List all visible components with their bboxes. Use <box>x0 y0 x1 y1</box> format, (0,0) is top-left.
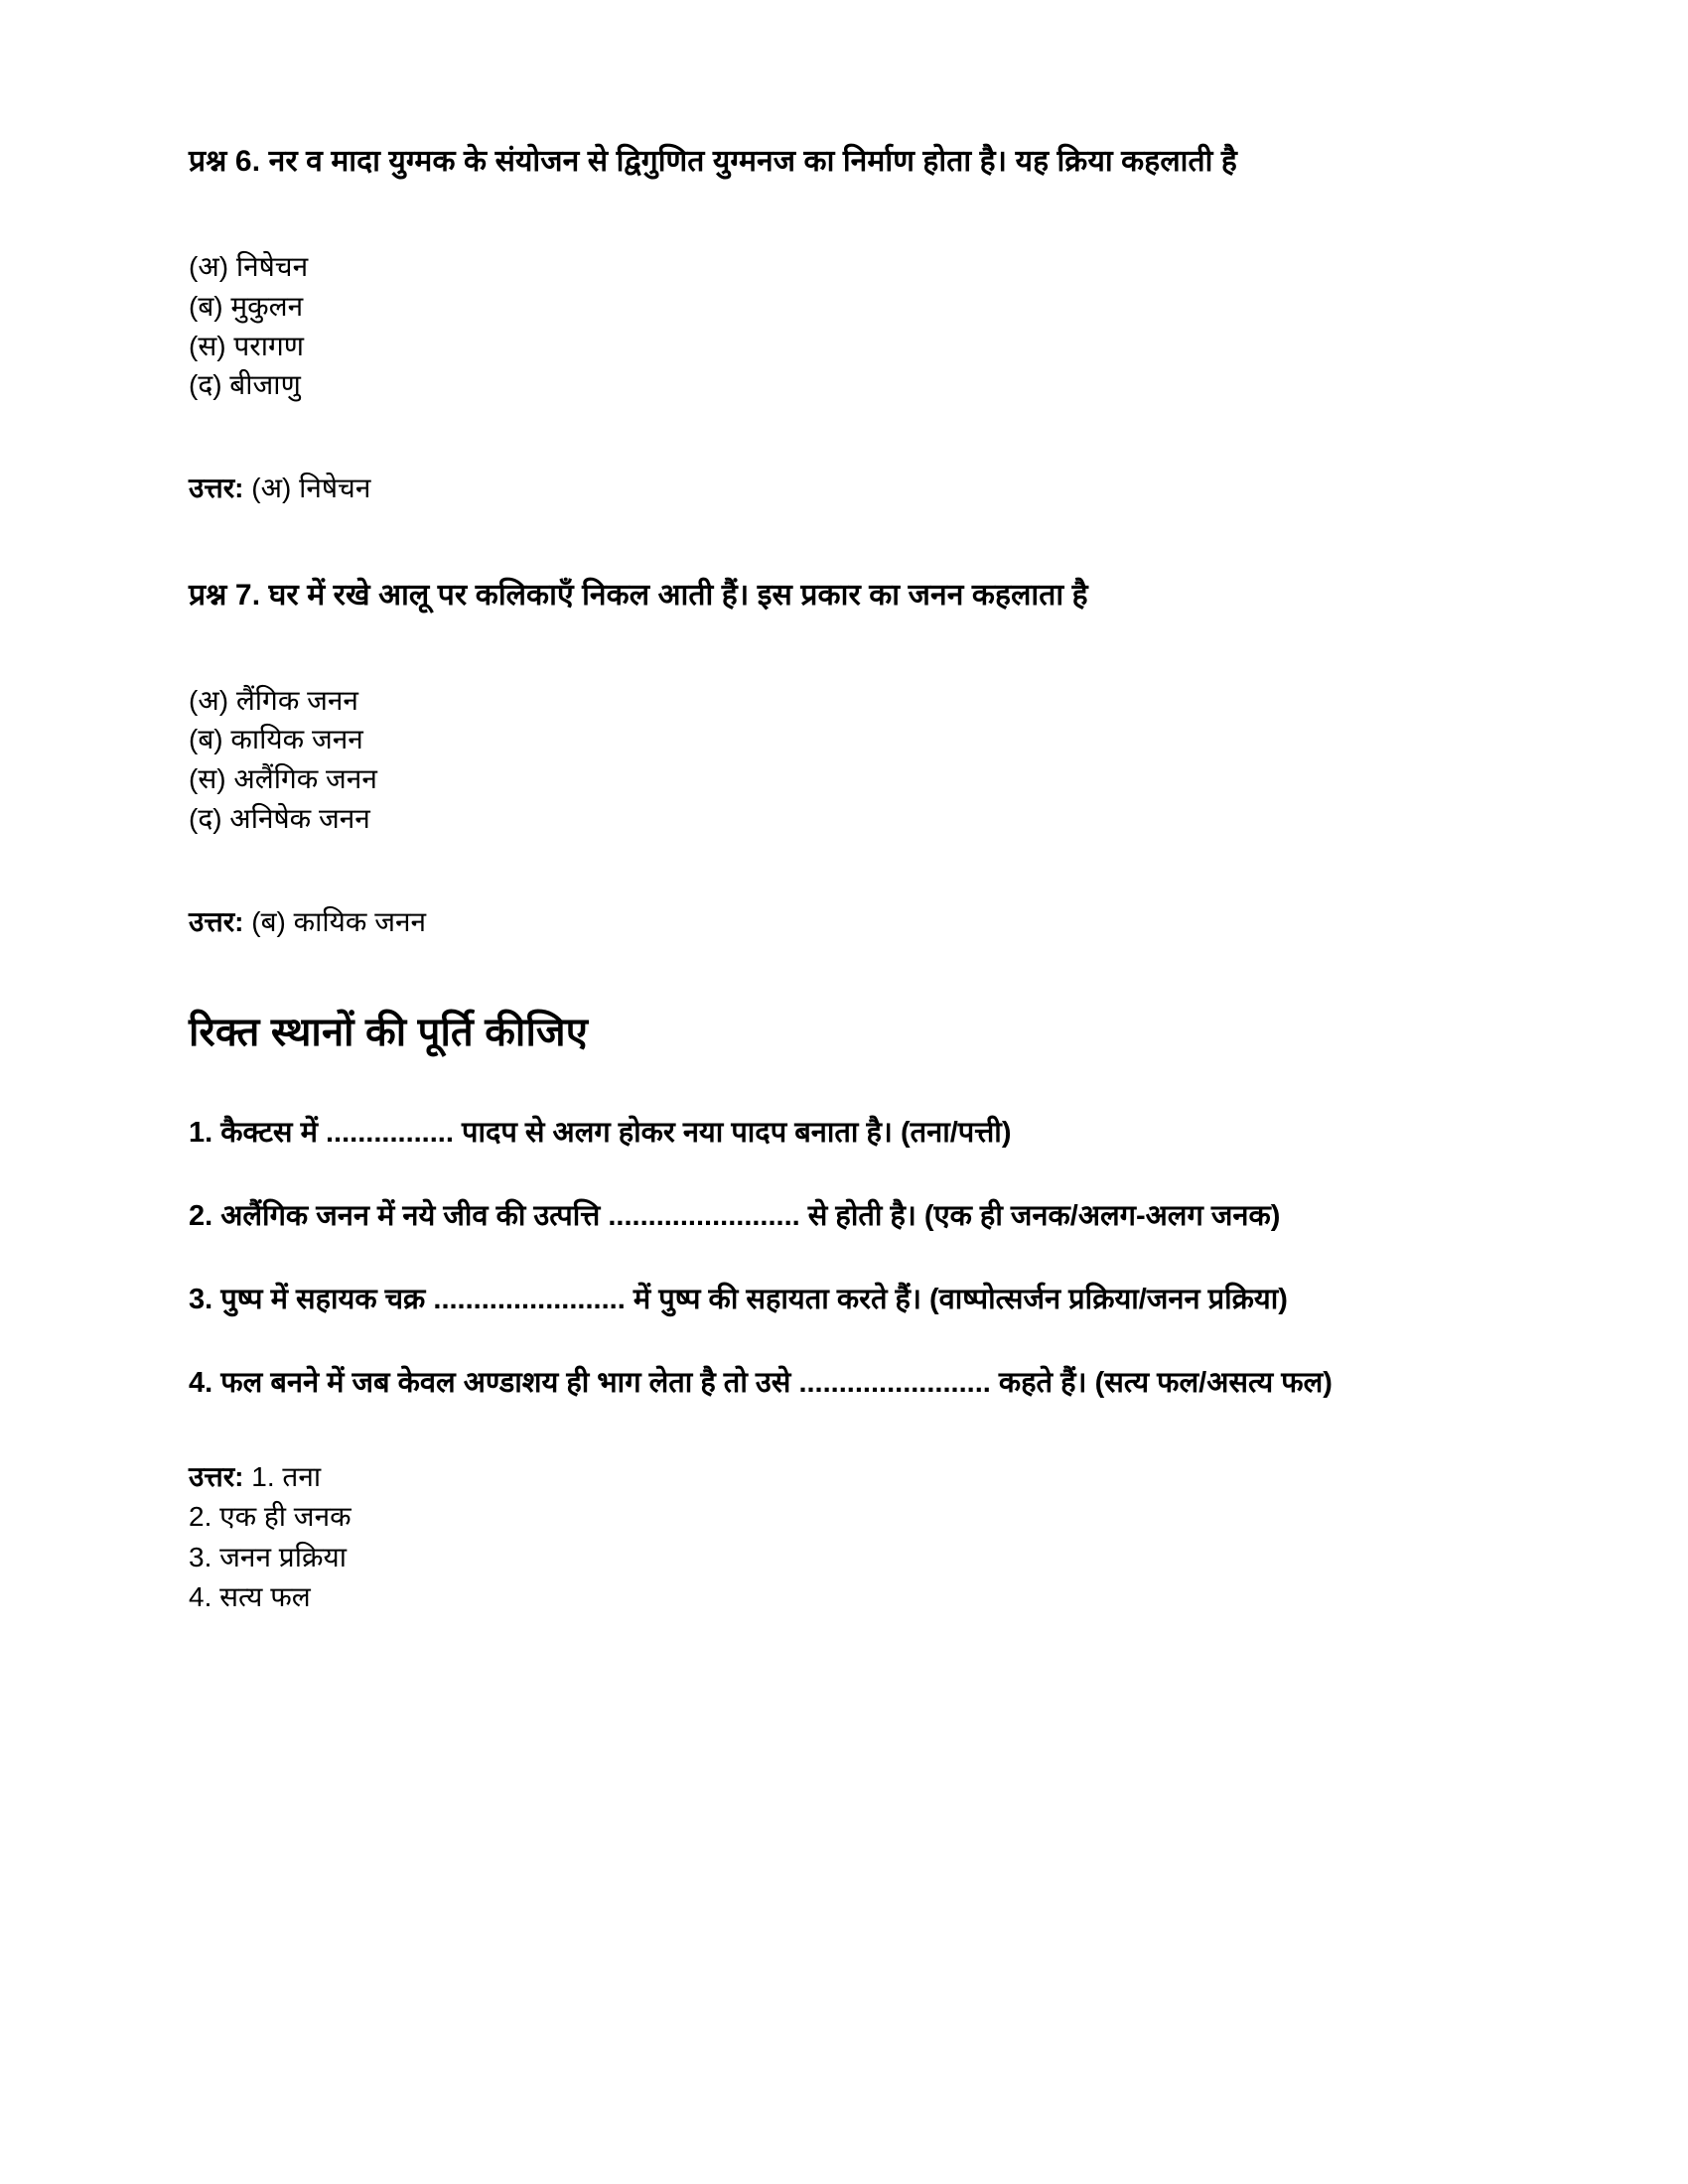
spacer <box>189 617 1440 681</box>
spacer <box>189 1406 1440 1457</box>
spacer <box>189 942 1440 1006</box>
blank-item-3: 3. पुष्प में सहायक चक्र ........................ में पुष्प की सहायता करते हैं। (वाष्पोत्सर्जन प्रक्रिया/जनन प्रक्रिया) <box>189 1284 1288 1316</box>
options-list-7 <box>189 681 1440 839</box>
fill-in-blanks-answer-list <box>189 1457 1440 1618</box>
option-7-c[interactable]: (स) अलैंगिक जनन <box>189 763 377 795</box>
option-7-a[interactable]: (अ) लैंगिक जनन <box>189 684 358 716</box>
spacer <box>189 1238 1440 1278</box>
option-6-a[interactable]: (अ) निषेचन <box>189 251 309 282</box>
answer-value-7: (ब) कायिक जनन <box>251 905 427 937</box>
option-7-b[interactable]: (ब) कायिक जनन <box>189 724 363 755</box>
option-6-d[interactable]: (द) बीजाणु <box>189 369 301 401</box>
spacer <box>189 405 1440 469</box>
fill-in-blanks-answer-4: 4. सत्य फल <box>189 1581 311 1613</box>
options-list-6 <box>189 247 1440 405</box>
spacer <box>189 1059 1440 1111</box>
fill-in-blanks-answer-2: 2. एक ही जनक <box>189 1501 352 1533</box>
spacer <box>189 1155 1440 1194</box>
answer-label-6: उत्तर: <box>189 473 244 503</box>
answer-label-7: उत्तर: <box>189 905 244 937</box>
fill-in-blanks-answer-1 <box>189 1457 1440 1498</box>
blank-item-2: 2. अलैंगिक जनन में नये जीव की उत्पत्ति ........................ से होती है। (एक ही जनक/अलग-अलग जनक) <box>189 1200 1281 1233</box>
question-prompt-6: प्रश्न 6. नर व मादा युग्मक के संयोजन से द्विगुणित युग्मनज का निर्माण होता है। यह क्रिया कहलाती है <box>189 145 1237 178</box>
fill-in-blanks-answer-3: 3. जनन प्रक्रिया <box>189 1541 347 1572</box>
spacer <box>189 1321 1440 1361</box>
answer-value-6: (अ) निषेचन <box>251 473 371 503</box>
spacer <box>189 184 1440 247</box>
option-6-b[interactable]: (ब) मुकुलन <box>189 290 304 322</box>
option-6-c[interactable]: (स) परागण <box>189 330 304 361</box>
page-content <box>189 139 1440 1618</box>
answer-line-7 <box>189 902 1440 943</box>
fill-in-blanks-answer-value-1: 1. तना <box>251 1460 322 1492</box>
spacer <box>189 509 1440 573</box>
question-prompt-7: प्रश्न 7. घर में रखे आलू पर कलिकाएँ निकल आती हैं। इस प्रकार का जनन कहलाता है <box>189 578 1088 612</box>
option-7-d[interactable]: (द) अनिषेक जनन <box>189 802 370 834</box>
blank-item-1: 1. कैक्टस में ................ पादप से अलग होकर नया पादप बनाता है। (तना/पत्ती) <box>189 1117 1012 1150</box>
spacer <box>189 839 1440 902</box>
section-heading-fill-in-blanks: रिक्त स्थानों की पूर्ति कीजिए <box>189 1011 589 1055</box>
fill-in-blanks-answer-label: उत्तर: <box>189 1460 244 1492</box>
answer-line-6 <box>189 469 1440 509</box>
blank-item-4: 4. फल बनने में जब केवल अण्डाशय ही भाग लेता है तो उसे ........................ कहते हैं। (सत्य फल/असत्य फल) <box>189 1367 1333 1400</box>
